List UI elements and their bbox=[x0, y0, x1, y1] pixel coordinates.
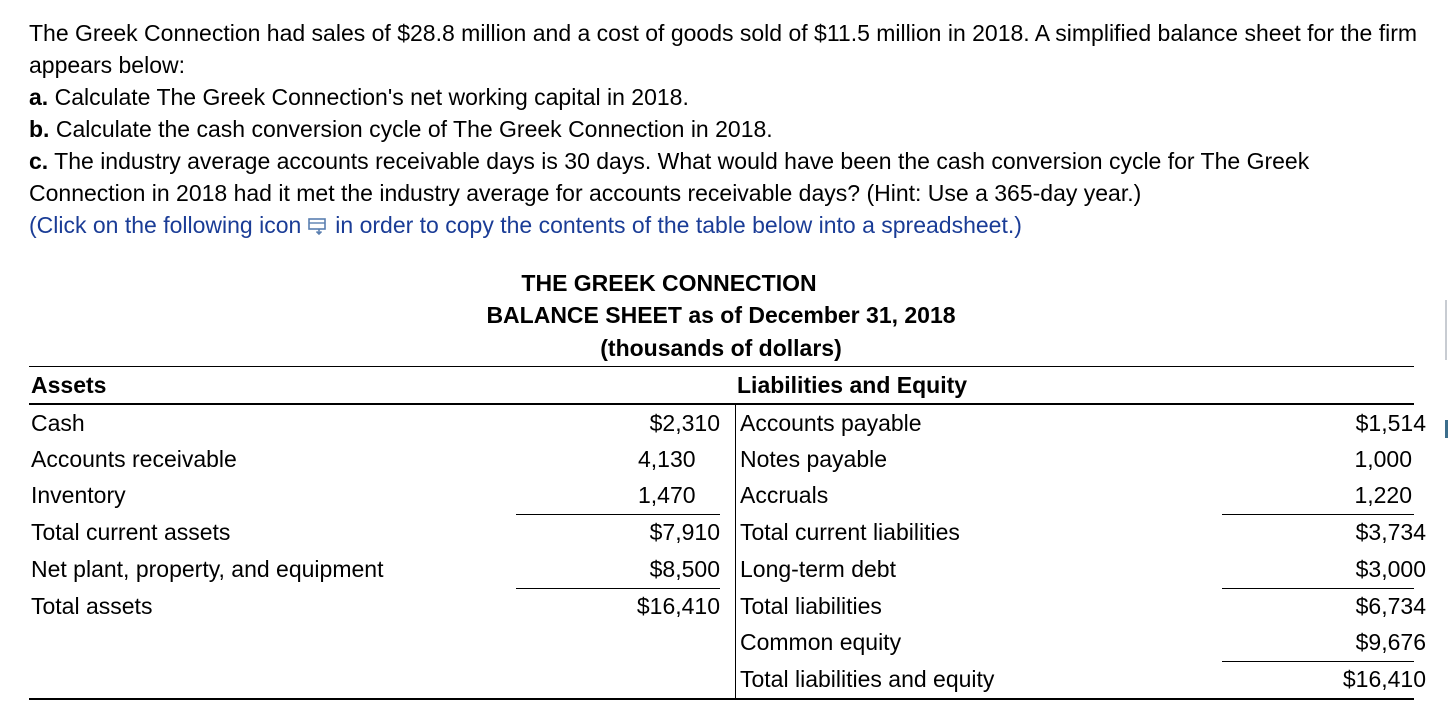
part-c-text: The industry average accounts receivable days is 30 days. What would have been the cash conversion cycle for The Greek Connection in 2018 had it met the industry average for accounts receivable days? (Hint: Use a 365-day year.) bbox=[29, 148, 1310, 206]
liability-label: Notes payable bbox=[740, 446, 888, 472]
liability-label: Accounts payable bbox=[740, 410, 922, 436]
asset-label: Net plant, property, and equipment bbox=[31, 556, 384, 582]
liability-label: Accruals bbox=[740, 482, 829, 508]
asset-label: Total current assets bbox=[31, 519, 231, 545]
problem-intro: The Greek Connection had sales of $28.8 million and a cost of goods sold of $11.5 million in 2018. A simplified balance sheet for the firm appears below: bbox=[29, 20, 1418, 78]
balance-sheet-title: BALANCE SHEET as of December 31, 2018 bbox=[486, 302, 956, 328]
asset-value: 4,130 bbox=[638, 446, 696, 472]
asset-value: $2,310 bbox=[649, 410, 720, 436]
liability-value: $3,000 bbox=[1355, 556, 1426, 582]
asset-value: $16,410 bbox=[636, 593, 720, 619]
part-a-label: a. bbox=[29, 84, 49, 110]
liability-label: Common equity bbox=[740, 629, 902, 655]
liability-label: Long-term debt bbox=[740, 556, 896, 582]
assets-total-rule bbox=[516, 588, 720, 589]
part-b-text: Calculate the cash conversion cycle of The Greek Connection in 2018. bbox=[55, 116, 773, 142]
part-b-label: b. bbox=[29, 116, 50, 142]
asset-value: $8,500 bbox=[649, 556, 720, 582]
assets-subtotal-rule bbox=[516, 514, 720, 515]
liability-value: 1,220 bbox=[1354, 482, 1412, 508]
asset-value: 1,470 bbox=[638, 482, 696, 508]
assets-header: Assets bbox=[31, 372, 107, 398]
part-c-label: c. bbox=[29, 148, 49, 174]
liability-label: Total current liabilities bbox=[740, 519, 960, 545]
header-rule bbox=[29, 403, 1414, 405]
table-top-rule bbox=[29, 366, 1414, 367]
liabilities-subtotal-rule bbox=[1222, 514, 1414, 515]
liabilities-total-rule bbox=[1222, 588, 1414, 589]
liability-value: 1,000 bbox=[1354, 446, 1412, 472]
asset-label: Inventory bbox=[31, 482, 126, 508]
asset-label: Accounts receivable bbox=[31, 446, 237, 472]
units-note: (thousands of dollars) bbox=[600, 335, 842, 361]
frame-edge bbox=[1445, 300, 1447, 360]
table-bottom-rule bbox=[29, 698, 1414, 700]
part-a-text: Calculate The Greek Connection's net working capital in 2018. bbox=[54, 84, 689, 110]
copy-instruction-post[interactable]: in order to copy the contents of the table below into a spreadsheet.) bbox=[335, 212, 1022, 238]
liability-label: Total liabilities and equity bbox=[740, 666, 995, 692]
liabilities-header: Liabilities and Equity bbox=[737, 372, 968, 398]
asset-label: Cash bbox=[31, 410, 85, 436]
liability-label: Total liabilities bbox=[740, 593, 882, 619]
column-divider bbox=[735, 405, 736, 698]
liability-value: $3,734 bbox=[1355, 519, 1426, 545]
asset-label: Total assets bbox=[31, 593, 153, 619]
liability-value: $16,410 bbox=[1342, 666, 1426, 692]
equity-total-rule bbox=[1222, 661, 1414, 662]
copy-instruction-pre[interactable]: (Click on the following icon bbox=[29, 212, 302, 238]
liability-value: $9,676 bbox=[1355, 629, 1426, 655]
liability-value: $6,734 bbox=[1355, 593, 1426, 619]
asset-value: $7,910 bbox=[649, 519, 720, 545]
liability-value: $1,514 bbox=[1355, 410, 1426, 436]
company-name: THE GREEK CONNECTION bbox=[521, 270, 817, 296]
